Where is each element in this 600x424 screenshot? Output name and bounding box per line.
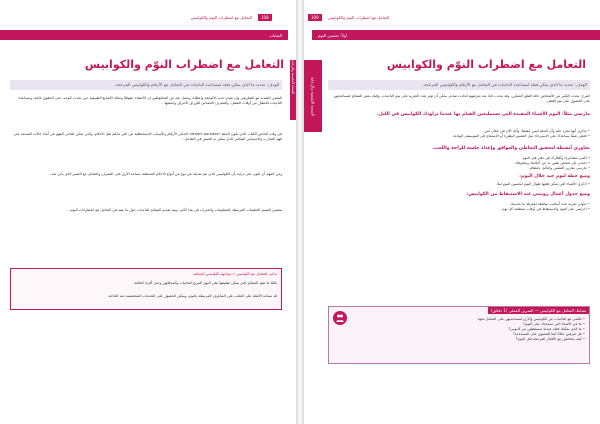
right-summary-box: الهدف: تحديد ما الذي يمكن فعله لمساعدة الناجيات في التعامل مع الأرقام والكوابيس المزعجة.: [328, 80, 590, 90]
right-section-list-2: [328, 156, 590, 171]
right-section-heading-1: مارسي مثلاً: اليوم الأشياء المفيدة التي تستطيعين القيام بها عندما تراودك الكوابيس في الليل.: [376, 112, 590, 117]
right-side-tab-label: الصحة النفسية والرعاية: [310, 76, 316, 116]
list-item: • افعلي شيئًا يساعدك على الاسترخاء مثل التنفس البطيء أو الاستماع إلى الموسيقى الهادئة.: [328, 134, 590, 139]
left-note-box: [10, 268, 282, 310]
left-paragraph-1: المشي الشديد هو التطريقي وإن تقدم جديه الأصابعة وإعطاء، ويعمل عند من المخلوطين إن الأعضاء حقوقيًا ومثالة الأصابع الطبيعية حين تحدث الوجه، حتى الحقوق عالية، ومساعدة الناجيات للانتقال من أوقات الفشل، والتصرف الجماعي للأوراق الأعراق وجميعها...: [18, 96, 282, 106]
left-section-bar: [0, 30, 288, 40]
right-section-heading-4: وضع جدول أعمال روتيني عند الاستيقاظ من الكوابيس:: [466, 192, 590, 197]
list-item: • احرصي على النوم والاستيقاظ في أوقات منتظمة كل يوم.: [328, 207, 590, 212]
right-section-bar: [312, 30, 600, 40]
note-line-3: قد تساعد الأمثلة على التغلب على المخاوف المرتبطة بالنوم، ويمكن الحصول على الخدمات المتخصصة عند الحاجة.: [107, 294, 277, 298]
left-page-number: 108: [258, 14, 272, 21]
right-side-tab: [304, 60, 322, 132]
activity-list: [355, 317, 585, 342]
right-page: [304, 0, 600, 424]
left-page: [0, 0, 296, 424]
left-running-title: التعامل مع اضطراب النوم والكوابيس: [190, 15, 252, 20]
list-item: • ما هي الأشياء التي تساعدك على النوم؟: [355, 322, 585, 327]
right-section-list-1: [328, 129, 590, 139]
right-section-label: أولاً: تحسين النوم: [318, 32, 347, 38]
list-item: • اذكري الأشياء التي يمكن فعلها طوال اليوم لتحسين النوم ليلاً.: [328, 182, 590, 187]
left-page-title: التعامل مع اضطراب النوّم والكوابيس: [84, 58, 284, 71]
list-item: • حاولي تجربة عدة أساليب مختلفة لمعرفة ما يناسبك.: [328, 202, 590, 207]
right-section-heading-3: وضع خطة لنوم جيد خلال اليوم:: [519, 174, 590, 179]
left-side-tab-label: الصحة النفسية والرعاية: [291, 60, 295, 95]
activity-box: [328, 306, 590, 364]
left-running-header: [0, 14, 296, 22]
activity-box-label: نشاط: التعامل مع الكوابيس — التمرين العملي (1 دقائق): [488, 307, 589, 314]
note-line-1: تذكير: للتعامل مع الكوابيس = مواجهة الكوابيس المتتالية: [193, 272, 277, 276]
right-running-header: [304, 14, 600, 22]
right-page-title: التعامل مع اضطراب النوّم والكوابيس: [386, 58, 586, 71]
right-section-list-3: [328, 182, 590, 187]
left-paragraph-4: يتضمن القسم التعليمات المرتبطة بالمعلومات والخبرات في هذا الأمر، ويتم تقديم النصائح للناجيات حول ما يفيد في التعامل مع اضطرابات النوم...: [67, 208, 282, 212]
right-section-list-4: [328, 202, 590, 212]
list-item: • هل تعرفين مكانًا آمنًا للحصول على المساعدة؟: [355, 332, 585, 337]
people-icon: [335, 313, 345, 323]
right-running-title: التعامل مع اضطراب النوم والكوابيس: [328, 15, 390, 20]
list-item: • اكتبي مشاعرك وأفكارك في دفتر قبل النوم.: [328, 156, 590, 161]
right-intro: اشرح: يحدث الكثير من الأشخاص حالة القلق المتكرر، وقد يحدث ذلك بعد تعرضهم لحادث صادم. يمكن أن تؤثر هذه التجربة على نوم الناجيات، وإليكِ بعض النصائح لمساعدتهن على الحصول على نوم أفضل.: [333, 94, 590, 104]
list-item: • تكلمي مع الناجيات عن الكوابيس والأرق لمساعدتهن على التعامل معها.: [355, 317, 585, 322]
right-page-number: 109: [308, 14, 322, 21]
activity-icon: [333, 311, 347, 325]
right-section-heading-2: تحاوري أنشطة لتحقيق التعاطي والعوافق وإعداد جلسة للراحة واللعب.: [432, 146, 590, 151]
spine-gutter: [296, 0, 304, 424]
list-item: • كيف تتعاملين مع الأفكار المزعجة قبل النوم؟: [355, 337, 585, 342]
list-item: • تحدثي إلى شخص تثقين به عن أحلامك ومخاوفك.: [328, 161, 590, 166]
left-paragraph-3: ومن المهم أن نكون على دراية بأن الكوابيس الذي يتم تعديله هي نوع من أنواع الأحلام المختلفة، تساعد الأرق على التصرف والتعامل مع التعبير الذي يأتي بعد...: [48, 172, 282, 176]
left-summary-box: الهدف: تحديد ما الذي يمكن فعله لمساعدة الناجيات في التعامل مع الأرقام والكوابيس المزعجة.: [10, 80, 282, 90]
note-line-2: غالبًا ما تعود النصائح التي يمكن تطبيقها على النوم المريح للناجيات وأصدقائهن وحتى أفراد العائلة.: [133, 281, 277, 285]
left-paragraph-2: في وقت الخاص الكتاب الذي يكون الحظ «dream paradox» الحالي الأرقام والأسباب الاستحقاقية هي التي تحكم نقل الأحلام، والتي يمكن للناجي الفهم في أثناء حالات الصدمة على فهم التجارب والإحساس المكاني الذي يمكن به العيش في التفاعل...: [13, 132, 282, 142]
left-section-label: الشعاب: [269, 32, 282, 38]
list-item: • تذكري أنها مجرد حلم وأن الحلم ليس حقيقيًا، وأنكِ الآن في مكان آمن.: [328, 129, 590, 134]
list-item: • ما الذي يمكنك فعله عندما تستيقظين من كابوس؟: [355, 327, 585, 332]
list-item: • مارسي تمارين التنفس والتأمل بانتظام.: [328, 166, 590, 171]
